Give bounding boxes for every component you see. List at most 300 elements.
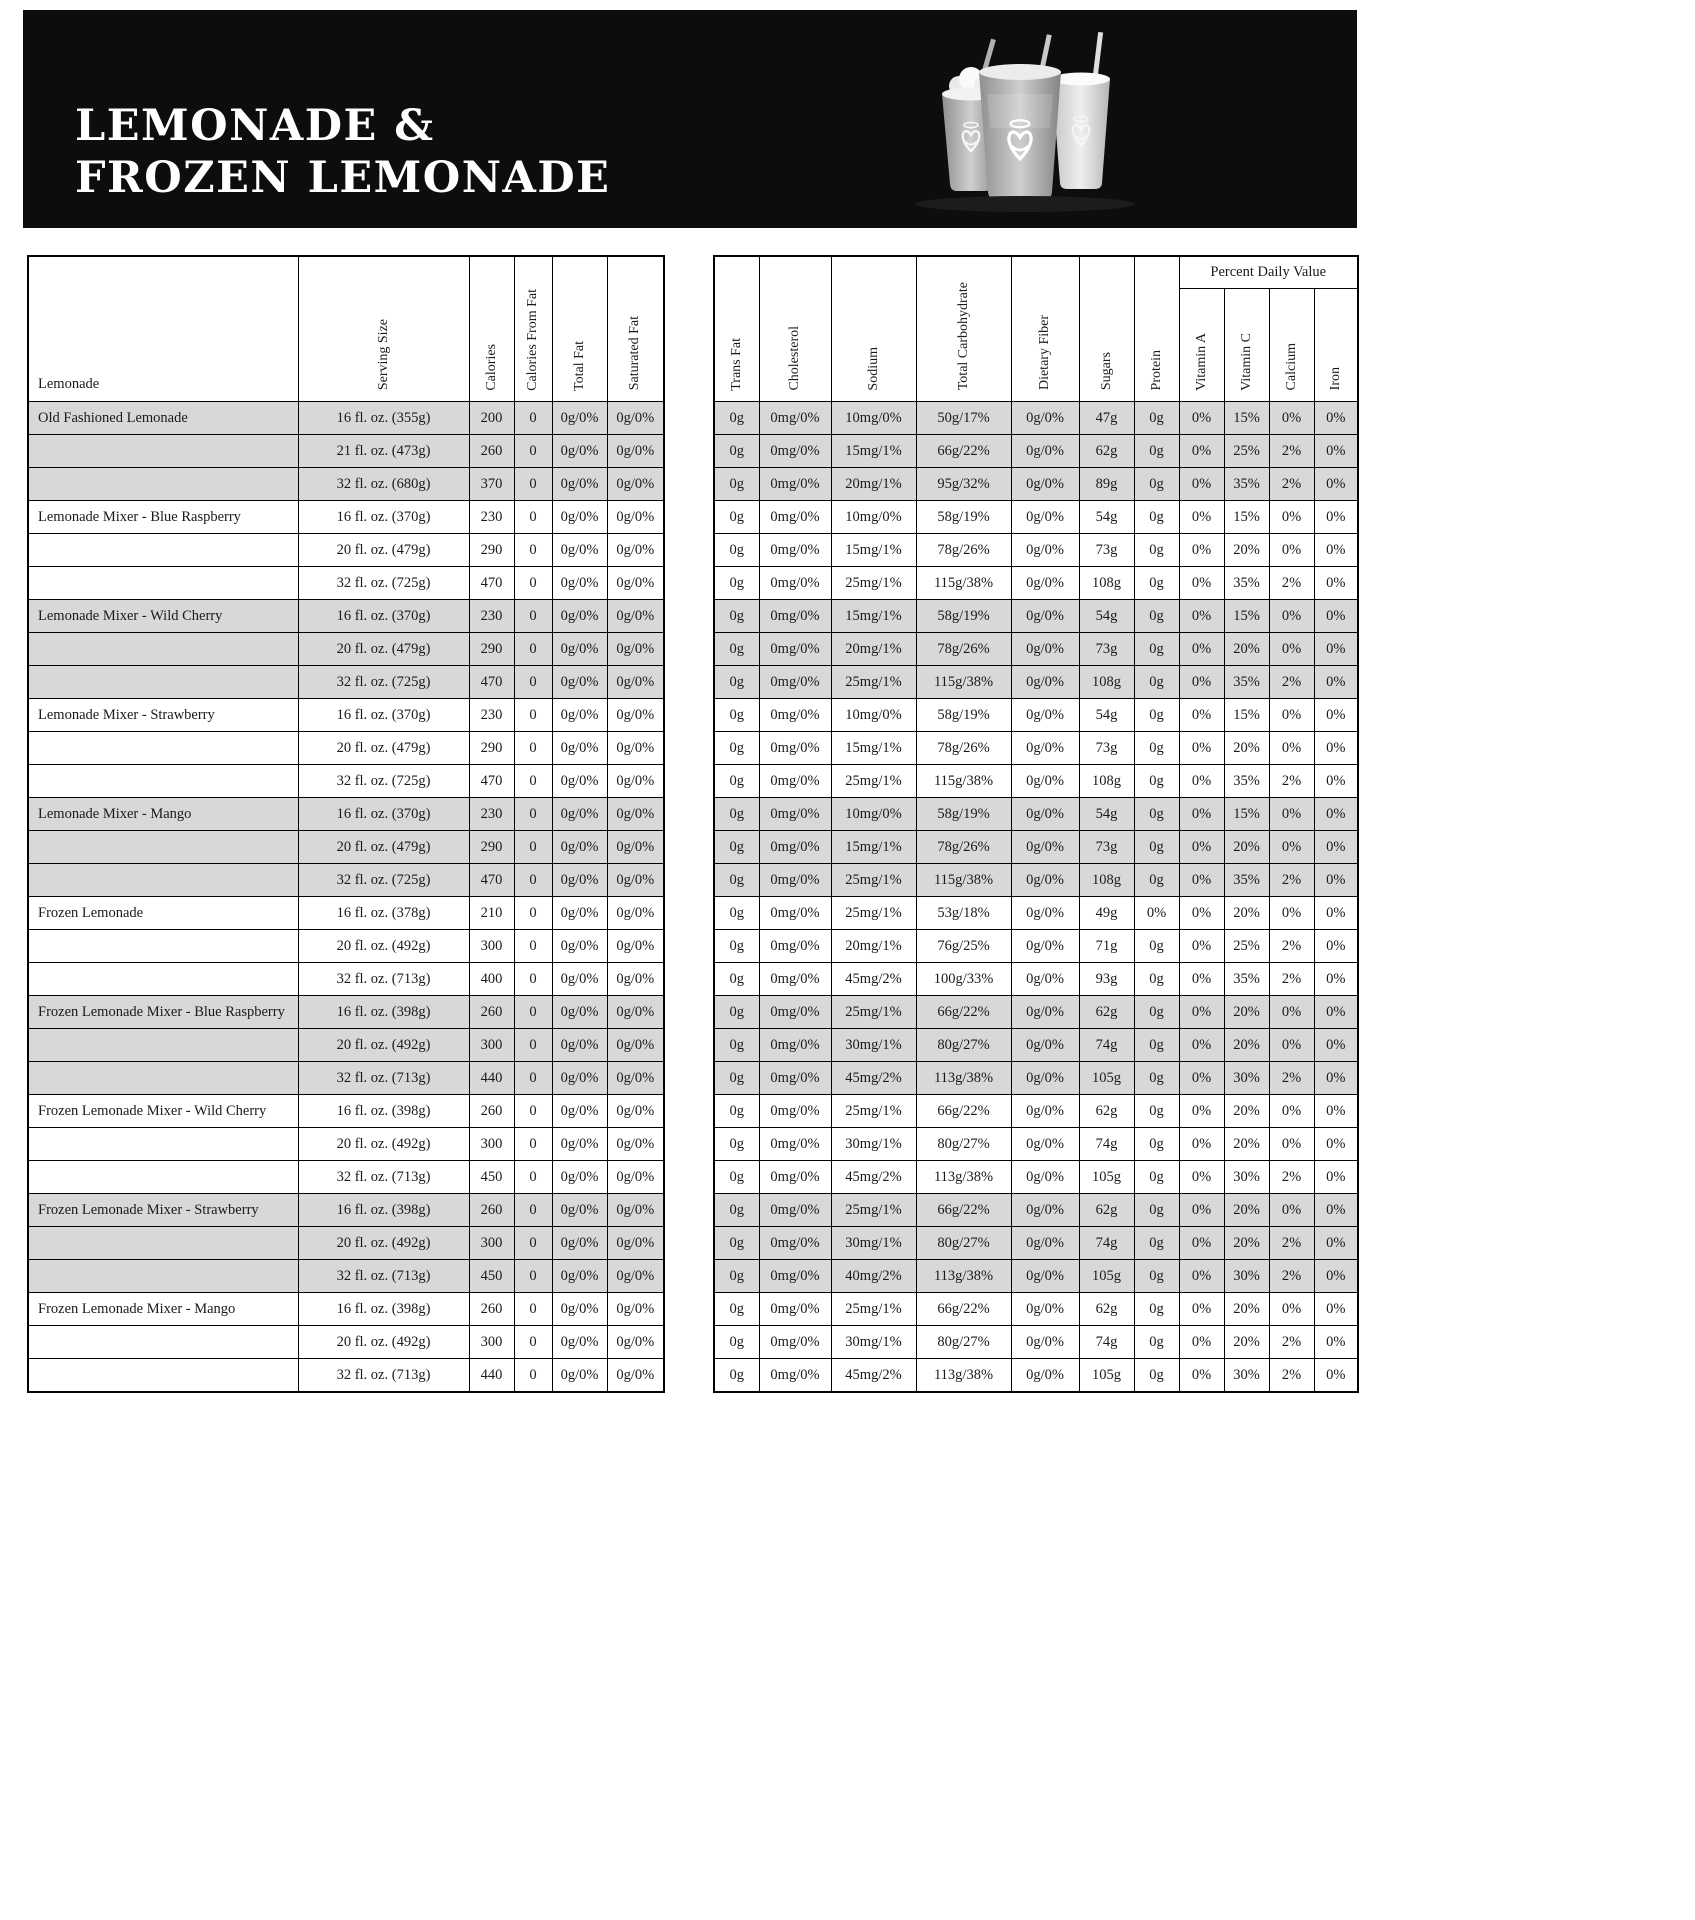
calcium-cell: 2% [1269,1061,1314,1094]
vitamin-a-cell: 0% [1179,1028,1224,1061]
sugars-cell: 62g [1079,1292,1134,1325]
vitamin-a-cell: 0% [1179,896,1224,929]
product-row [28,1292,664,1325]
product-row [28,731,664,764]
sodium-cell: 25mg/1% [831,995,916,1028]
calcium-cell: 0% [1269,1127,1314,1160]
column-header-sodium: Sodium [831,256,916,401]
total-fat-cell: 0g/0% [552,731,607,764]
vitamin-c-cell: 20% [1224,1193,1269,1226]
sugars-cell: 74g [1079,1127,1134,1160]
serving-size-cell: 16 fl. oz. (370g) [298,698,469,731]
cholesterol-cell: 0mg/0% [759,896,831,929]
iron-cell: 0% [1314,863,1358,896]
calcium-cell: 2% [1269,1259,1314,1292]
vitamin-a-cell: 0% [1179,632,1224,665]
cholesterol-cell: 0mg/0% [759,1061,831,1094]
sugars-cell: 54g [1079,797,1134,830]
total-carbohydrate-cell: 80g/27% [916,1325,1011,1358]
total-carbohydrate-cell: 53g/18% [916,896,1011,929]
dietary-fiber-cell: 0g/0% [1011,533,1079,566]
serving-size-cell: 32 fl. oz. (680g) [298,467,469,500]
vitamin-c-cell: 30% [1224,1160,1269,1193]
vitamin-a-cell: 0% [1179,1259,1224,1292]
product-name-cell [28,566,298,599]
total-fat-cell: 0g/0% [552,1160,607,1193]
vitamin-c-cell: 20% [1224,1292,1269,1325]
total-fat-cell: 0g/0% [552,1325,607,1358]
product-name-cell [28,1127,298,1160]
saturated-fat-cell: 0g/0% [607,830,664,863]
trans-fat-cell: 0g [714,995,759,1028]
calcium-cell: 0% [1269,995,1314,1028]
vitamin-c-cell: 20% [1224,1028,1269,1061]
sodium-cell: 15mg/1% [831,731,916,764]
calories-from-fat-cell: 0 [514,731,552,764]
total-carbohydrate-cell: 58g/19% [916,698,1011,731]
protein-cell: 0% [1134,896,1179,929]
saturated-fat-cell: 0g/0% [607,1325,664,1358]
total-fat-cell: 0g/0% [552,764,607,797]
serving-size-cell: 20 fl. oz. (492g) [298,1325,469,1358]
total-carbohydrate-cell: 113g/38% [916,1259,1011,1292]
calories-from-fat-cell: 0 [514,533,552,566]
column-header-cholesterol: Cholesterol [759,256,831,401]
saturated-fat-cell: 0g/0% [607,599,664,632]
vitamin-a-cell: 0% [1179,467,1224,500]
cholesterol-cell: 0mg/0% [759,434,831,467]
product-row [28,500,664,533]
calcium-cell: 0% [1269,896,1314,929]
calcium-cell: 2% [1269,929,1314,962]
total-fat-cell: 0g/0% [552,1193,607,1226]
sodium-cell: 30mg/1% [831,1127,916,1160]
lemonade-cups-image [885,32,1165,228]
trans-fat-cell: 0g [714,1127,759,1160]
total-fat-cell: 0g/0% [552,797,607,830]
vitamin-a-cell: 0% [1179,1094,1224,1127]
trans-fat-cell: 0g [714,1325,759,1358]
trans-fat-cell: 0g [714,1193,759,1226]
total-fat-cell: 0g/0% [552,698,607,731]
sodium-cell: 30mg/1% [831,1325,916,1358]
cholesterol-cell: 0mg/0% [759,1028,831,1061]
sugars-cell: 73g [1079,731,1134,764]
serving-size-cell: 20 fl. oz. (492g) [298,929,469,962]
serving-size-cell: 32 fl. oz. (725g) [298,665,469,698]
saturated-fat-cell: 0g/0% [607,1226,664,1259]
iron-cell: 0% [1314,500,1358,533]
serving-size-cell: 32 fl. oz. (713g) [298,1061,469,1094]
calories-from-fat-cell: 0 [514,632,552,665]
serving-size-cell: 16 fl. oz. (355g) [298,401,469,434]
calories-from-fat-cell: 0 [514,698,552,731]
product-name-cell: Frozen Lemonade [28,896,298,929]
iron-cell: 0% [1314,1358,1358,1392]
total-carbohydrate-cell: 113g/38% [916,1358,1011,1392]
product-row [714,830,1358,863]
calories-from-fat-cell: 0 [514,401,552,434]
protein-cell: 0g [1134,467,1179,500]
trans-fat-cell: 0g [714,665,759,698]
calcium-cell: 0% [1269,1193,1314,1226]
sugars-cell: 73g [1079,830,1134,863]
product-row [714,500,1358,533]
product-name-cell [28,764,298,797]
total-fat-cell: 0g/0% [552,533,607,566]
vitamin-c-cell: 20% [1224,1325,1269,1358]
product-name-cell [28,1061,298,1094]
sodium-cell: 25mg/1% [831,1094,916,1127]
product-name-cell: Old Fashioned Lemonade [28,401,298,434]
calories-cell: 260 [469,995,514,1028]
product-row [714,533,1358,566]
serving-size-cell: 16 fl. oz. (398g) [298,1292,469,1325]
vitamin-a-cell: 0% [1179,863,1224,896]
sodium-cell: 10mg/0% [831,698,916,731]
cholesterol-cell: 0mg/0% [759,665,831,698]
product-row [714,929,1358,962]
iron-cell: 0% [1314,1028,1358,1061]
protein-cell: 0g [1134,863,1179,896]
serving-size-cell: 20 fl. oz. (492g) [298,1226,469,1259]
trans-fat-cell: 0g [714,401,759,434]
protein-cell: 0g [1134,500,1179,533]
product-row [714,1193,1358,1226]
vitamin-c-cell: 15% [1224,698,1269,731]
calories-cell: 450 [469,1259,514,1292]
product-row [714,863,1358,896]
sugars-cell: 47g [1079,401,1134,434]
sodium-cell: 25mg/1% [831,1292,916,1325]
vitamin-a-cell: 0% [1179,1358,1224,1392]
product-row [714,434,1358,467]
calcium-cell: 0% [1269,599,1314,632]
product-row [714,1292,1358,1325]
iron-cell: 0% [1314,1094,1358,1127]
column-header-total-carbohydrate: Total Carbohydrate [916,256,1011,401]
product-name-cell [28,1358,298,1392]
product-name-cell: Lemonade Mixer - Mango [28,797,298,830]
cholesterol-cell: 0mg/0% [759,1292,831,1325]
calcium-cell: 0% [1269,731,1314,764]
total-fat-cell: 0g/0% [552,1094,607,1127]
product-row [714,1127,1358,1160]
column-header-calories-from-fat: Calories From Fat [514,256,552,401]
trans-fat-cell: 0g [714,434,759,467]
total-fat-cell: 0g/0% [552,500,607,533]
iron-cell: 0% [1314,764,1358,797]
saturated-fat-cell: 0g/0% [607,566,664,599]
total-carbohydrate-cell: 115g/38% [916,665,1011,698]
calories-cell: 470 [469,566,514,599]
vitamin-c-cell: 35% [1224,665,1269,698]
product-name-cell [28,1028,298,1061]
product-name-cell [28,665,298,698]
total-carbohydrate-cell: 66g/22% [916,1292,1011,1325]
calories-cell: 230 [469,500,514,533]
sodium-cell: 25mg/1% [831,863,916,896]
cholesterol-cell: 0mg/0% [759,962,831,995]
serving-size-cell: 20 fl. oz. (479g) [298,533,469,566]
calories-cell: 290 [469,731,514,764]
calcium-cell: 2% [1269,764,1314,797]
calcium-cell: 0% [1269,830,1314,863]
product-row [28,467,664,500]
sugars-cell: 105g [1079,1061,1134,1094]
product-name-cell [28,731,298,764]
total-carbohydrate-cell: 115g/38% [916,566,1011,599]
total-carbohydrate-cell: 80g/27% [916,1028,1011,1061]
vitamin-c-cell: 20% [1224,632,1269,665]
vitamin-c-cell: 35% [1224,962,1269,995]
protein-cell: 0g [1134,1094,1179,1127]
saturated-fat-cell: 0g/0% [607,995,664,1028]
serving-size-cell: 32 fl. oz. (713g) [298,962,469,995]
sugars-cell: 105g [1079,1160,1134,1193]
total-carbohydrate-cell: 66g/22% [916,1094,1011,1127]
product-name-cell [28,929,298,962]
vitamin-c-cell: 35% [1224,566,1269,599]
serving-size-cell: 32 fl. oz. (713g) [298,1259,469,1292]
sugars-cell: 73g [1079,632,1134,665]
cholesterol-cell: 0mg/0% [759,1127,831,1160]
iron-cell: 0% [1314,632,1358,665]
saturated-fat-cell: 0g/0% [607,665,664,698]
page-title-line1: LEMONADE & [75,101,435,151]
calories-from-fat-cell: 0 [514,1292,552,1325]
iron-cell: 0% [1314,1292,1358,1325]
cholesterol-cell: 0mg/0% [759,731,831,764]
dietary-fiber-cell: 0g/0% [1011,1292,1079,1325]
saturated-fat-cell: 0g/0% [607,434,664,467]
product-row [714,1061,1358,1094]
product-name-cell [28,1226,298,1259]
calcium-cell: 2% [1269,962,1314,995]
iron-cell: 0% [1314,731,1358,764]
total-carbohydrate-cell: 50g/17% [916,401,1011,434]
sodium-cell: 10mg/0% [831,797,916,830]
sodium-cell: 15mg/1% [831,533,916,566]
total-fat-cell: 0g/0% [552,632,607,665]
dietary-fiber-cell: 0g/0% [1011,1358,1079,1392]
calcium-cell: 2% [1269,1226,1314,1259]
total-carbohydrate-cell: 115g/38% [916,863,1011,896]
cholesterol-cell: 0mg/0% [759,797,831,830]
header-banner [23,10,1357,228]
serving-size-cell: 21 fl. oz. (473g) [298,434,469,467]
protein-cell: 0g [1134,599,1179,632]
product-row [28,1094,664,1127]
dietary-fiber-cell: 0g/0% [1011,599,1079,632]
sugars-cell: 71g [1079,929,1134,962]
cholesterol-cell: 0mg/0% [759,830,831,863]
calories-cell: 210 [469,896,514,929]
saturated-fat-cell: 0g/0% [607,1292,664,1325]
saturated-fat-cell: 0g/0% [607,1358,664,1392]
calories-from-fat-cell: 0 [514,863,552,896]
saturated-fat-cell: 0g/0% [607,797,664,830]
vitamin-a-cell: 0% [1179,1292,1224,1325]
saturated-fat-cell: 0g/0% [607,1193,664,1226]
sugars-cell: 73g [1079,533,1134,566]
protein-cell: 0g [1134,533,1179,566]
product-row [28,599,664,632]
serving-size-cell: 32 fl. oz. (713g) [298,1160,469,1193]
sodium-cell: 30mg/1% [831,1028,916,1061]
product-row [714,1094,1358,1127]
vitamin-c-cell: 15% [1224,401,1269,434]
product-row [28,1193,664,1226]
sugars-cell: 54g [1079,500,1134,533]
calories-cell: 300 [469,1325,514,1358]
product-row [714,731,1358,764]
vitamin-a-cell: 0% [1179,665,1224,698]
cholesterol-cell: 0mg/0% [759,566,831,599]
column-header-total-fat: Total Fat [552,256,607,401]
sugars-cell: 62g [1079,995,1134,1028]
product-row [714,1358,1358,1392]
total-carbohydrate-cell: 58g/19% [916,500,1011,533]
column-header-sugars: Sugars [1079,256,1134,401]
calories-cell: 260 [469,1094,514,1127]
cholesterol-cell: 0mg/0% [759,599,831,632]
product-row [714,665,1358,698]
product-name-cell: Lemonade Mixer - Blue Raspberry [28,500,298,533]
protein-cell: 0g [1134,962,1179,995]
cholesterol-cell: 0mg/0% [759,632,831,665]
dietary-fiber-cell: 0g/0% [1011,1193,1079,1226]
calcium-cell: 2% [1269,665,1314,698]
sodium-cell: 25mg/1% [831,1193,916,1226]
calories-cell: 290 [469,830,514,863]
dietary-fiber-cell: 0g/0% [1011,731,1079,764]
sugars-cell: 74g [1079,1226,1134,1259]
iron-cell: 0% [1314,962,1358,995]
product-row [28,896,664,929]
column-header-calories: Calories [469,256,514,401]
serving-size-cell: 16 fl. oz. (398g) [298,995,469,1028]
product-row [28,665,664,698]
product-name-cell [28,962,298,995]
serving-size-cell: 20 fl. oz. (479g) [298,731,469,764]
product-row [28,1358,664,1392]
iron-cell: 0% [1314,467,1358,500]
serving-size-cell: 16 fl. oz. (370g) [298,599,469,632]
trans-fat-cell: 0g [714,764,759,797]
vitamin-c-cell: 20% [1224,533,1269,566]
total-fat-cell: 0g/0% [552,599,607,632]
cholesterol-cell: 0mg/0% [759,1226,831,1259]
product-name-cell: Frozen Lemonade Mixer - Blue Raspberry [28,995,298,1028]
saturated-fat-cell: 0g/0% [607,896,664,929]
vitamin-c-cell: 35% [1224,467,1269,500]
product-row [28,797,664,830]
vitamin-c-cell: 35% [1224,863,1269,896]
calcium-cell: 2% [1269,1160,1314,1193]
product-row [714,797,1358,830]
protein-cell: 0g [1134,995,1179,1028]
protein-cell: 0g [1134,1061,1179,1094]
calories-from-fat-cell: 0 [514,1127,552,1160]
column-header-serving-size: Serving Size [298,256,469,401]
total-fat-cell: 0g/0% [552,830,607,863]
protein-cell: 0g [1134,1358,1179,1392]
vitamin-a-cell: 0% [1179,830,1224,863]
product-row [714,995,1358,1028]
vitamin-a-cell: 0% [1179,1226,1224,1259]
sodium-cell: 10mg/0% [831,500,916,533]
vitamin-c-cell: 15% [1224,500,1269,533]
sodium-cell: 45mg/2% [831,962,916,995]
saturated-fat-cell: 0g/0% [607,632,664,665]
sodium-cell: 25mg/1% [831,665,916,698]
sodium-cell: 20mg/1% [831,632,916,665]
calories-cell: 290 [469,632,514,665]
saturated-fat-cell: 0g/0% [607,467,664,500]
saturated-fat-cell: 0g/0% [607,1028,664,1061]
vitamin-c-cell: 20% [1224,1226,1269,1259]
product-name-cell [28,632,298,665]
product-row [28,929,664,962]
calories-cell: 260 [469,434,514,467]
calcium-cell: 0% [1269,632,1314,665]
sugars-cell: 62g [1079,1094,1134,1127]
calories-from-fat-cell: 0 [514,434,552,467]
total-carbohydrate-cell: 115g/38% [916,764,1011,797]
protein-cell: 0g [1134,1259,1179,1292]
calories-cell: 300 [469,1127,514,1160]
cup-middle [979,34,1061,199]
product-name-cell [28,1325,298,1358]
iron-cell: 0% [1314,797,1358,830]
sodium-cell: 20mg/1% [831,467,916,500]
total-fat-cell: 0g/0% [552,1226,607,1259]
product-row [28,1325,664,1358]
saturated-fat-cell: 0g/0% [607,1127,664,1160]
vitamin-a-cell: 0% [1179,401,1224,434]
column-header-lemonade: Lemonade [28,256,298,401]
vitamin-a-cell: 0% [1179,797,1224,830]
calories-cell: 440 [469,1061,514,1094]
sodium-cell: 40mg/2% [831,1259,916,1292]
protein-cell: 0g [1134,1028,1179,1061]
saturated-fat-cell: 0g/0% [607,401,664,434]
cup-right [1052,32,1110,189]
product-row [28,533,664,566]
calories-from-fat-cell: 0 [514,1028,552,1061]
product-row [28,962,664,995]
vitamin-a-cell: 0% [1179,731,1224,764]
calories-cell: 370 [469,467,514,500]
calories-from-fat-cell: 0 [514,1259,552,1292]
trans-fat-cell: 0g [714,698,759,731]
dietary-fiber-cell: 0g/0% [1011,797,1079,830]
dietary-fiber-cell: 0g/0% [1011,665,1079,698]
calcium-cell: 0% [1269,1028,1314,1061]
product-name-cell: Lemonade Mixer - Wild Cherry [28,599,298,632]
vitamin-c-cell: 20% [1224,731,1269,764]
product-name-cell [28,533,298,566]
sugars-cell: 89g [1079,467,1134,500]
saturated-fat-cell: 0g/0% [607,764,664,797]
product-row [714,1160,1358,1193]
total-carbohydrate-cell: 78g/26% [916,731,1011,764]
calories-from-fat-cell: 0 [514,1226,552,1259]
vitamin-c-cell: 20% [1224,830,1269,863]
dietary-fiber-cell: 0g/0% [1011,1028,1079,1061]
vitamin-c-cell: 25% [1224,929,1269,962]
